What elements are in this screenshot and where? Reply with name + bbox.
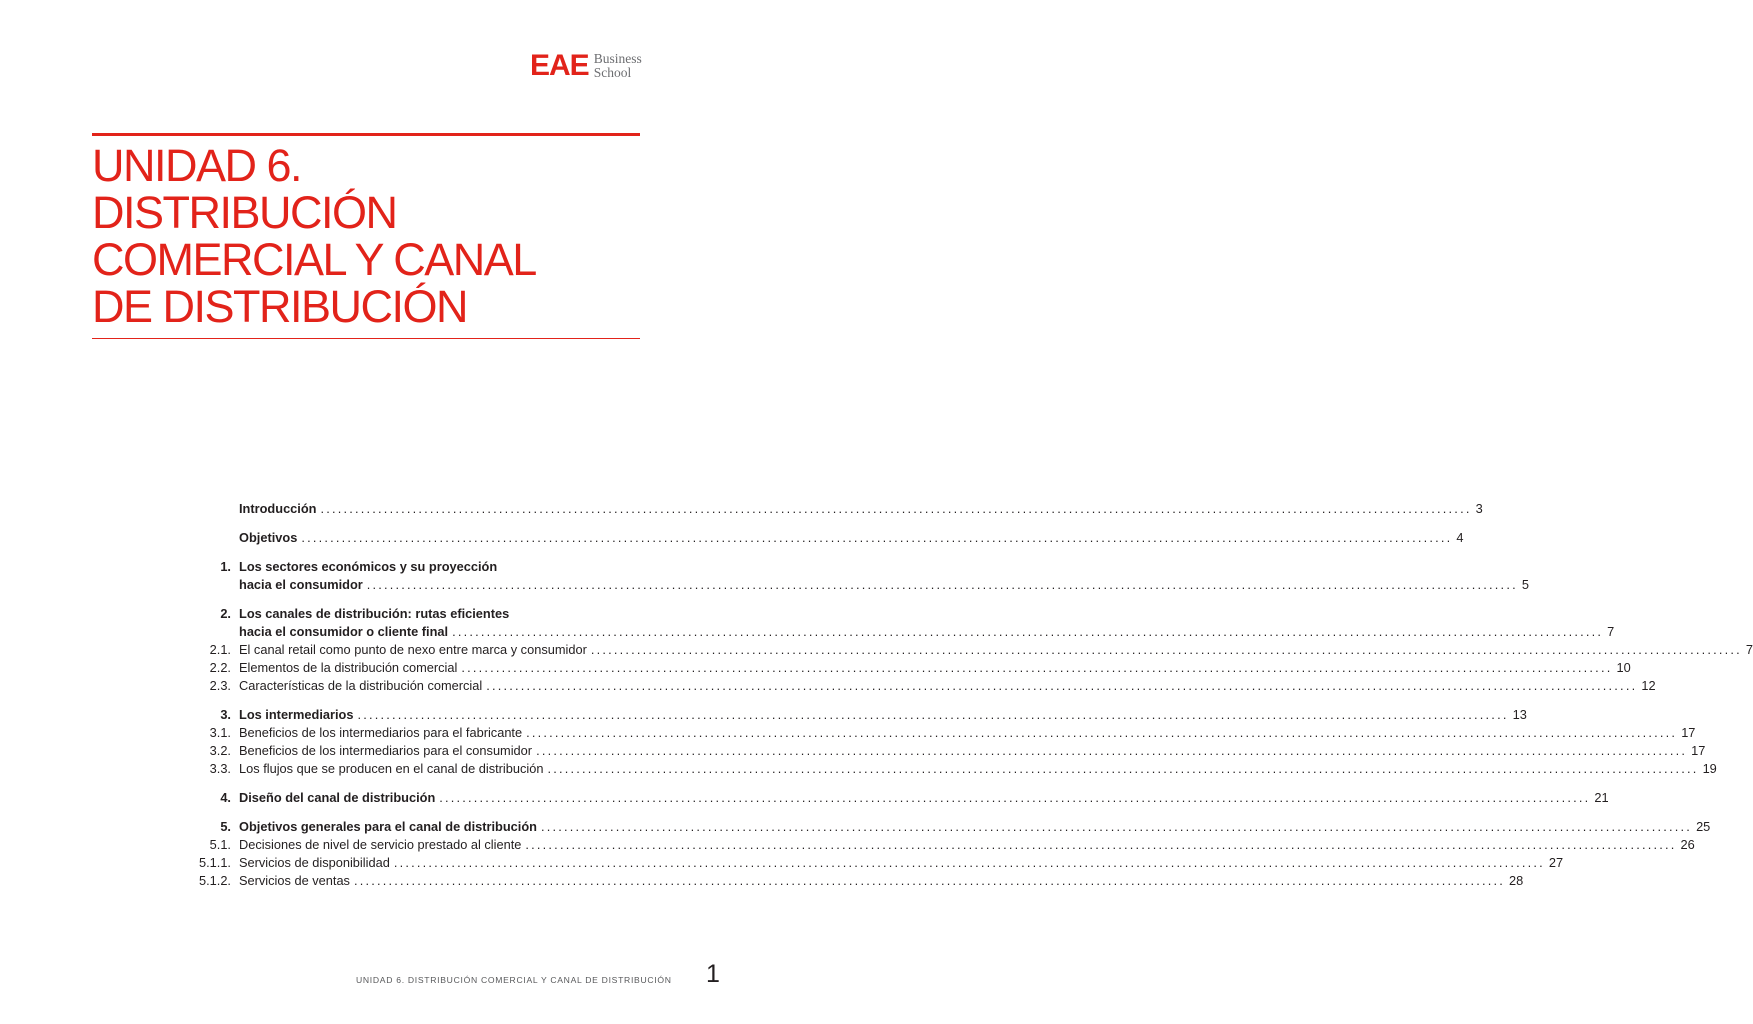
toc-entry[interactable] bbox=[0, 724, 1696, 742]
toc-entry-line bbox=[239, 558, 637, 576]
toc-dot-leader: ........................................................................................................................................................................................................ bbox=[547, 761, 1699, 776]
toc-entry-page: 19 bbox=[1702, 761, 1717, 776]
toc-entry[interactable] bbox=[0, 500, 1483, 518]
toc-entry[interactable] bbox=[0, 605, 768, 623]
toc-entry-number: 5.1.1. bbox=[198, 855, 231, 870]
toc-entry-number: 1. bbox=[220, 559, 231, 574]
toc-dot-leader: ........................................................................................................................................................................................................ bbox=[486, 678, 1638, 693]
toc-dot-leader: ........................................................................................................................................................................................................ bbox=[590, 642, 1742, 657]
toc-entry-label: Servicios de ventas bbox=[239, 873, 350, 888]
logo-line-1: Business bbox=[593, 51, 642, 66]
toc-entry-page: 27 bbox=[1548, 855, 1564, 870]
toc-dot-leader: ........................................................................................................................................................................................................ bbox=[357, 707, 1509, 722]
toc-entry-line bbox=[239, 500, 1483, 518]
toc-entry[interactable] bbox=[0, 706, 1527, 724]
toc-entry-page: 3 bbox=[1475, 501, 1483, 516]
table-of-contents bbox=[0, 500, 1753, 901]
toc-dot-leader: ........................................................................................................................................................................................................ bbox=[536, 743, 1688, 758]
toc-dot-leader: ........................................................................................................................................................................................................ bbox=[461, 660, 1613, 675]
title-top-rule bbox=[92, 133, 640, 136]
toc-dot-leader: ........................................................................................................................................................................................................ bbox=[439, 790, 1591, 805]
logo-text bbox=[594, 52, 642, 80]
toc-entry[interactable] bbox=[0, 558, 768, 576]
toc-entry[interactable] bbox=[0, 760, 1717, 778]
toc-entry-label: Diseño del canal de distribución bbox=[239, 790, 436, 805]
toc-entry-number: 5.1.2. bbox=[198, 873, 231, 888]
toc-entry-label: Los intermediarios bbox=[239, 707, 354, 722]
toc-entry-label: Los flujos que se producen en el canal de distribución bbox=[239, 761, 544, 776]
toc-entry-line bbox=[239, 659, 1631, 677]
toc-entry-page: 26 bbox=[1680, 837, 1695, 852]
toc-entry-number: 5.1. bbox=[209, 837, 231, 852]
toc-entry-number: 2.2. bbox=[209, 660, 231, 675]
toc-entry-page: 17 bbox=[1681, 725, 1696, 740]
page-title bbox=[92, 142, 652, 330]
title-line: UNIDAD 6. bbox=[92, 140, 302, 191]
title-line: COMERCIAL Y CANAL bbox=[92, 234, 536, 285]
title-line: DISTRIBUCIÓN bbox=[92, 187, 397, 238]
toc-entry[interactable] bbox=[0, 836, 1695, 854]
toc-dot-leader: ........................................................................................................................................................................................................ bbox=[525, 837, 1677, 852]
toc-entry-line bbox=[239, 872, 1524, 890]
toc-entry-line bbox=[239, 789, 1609, 807]
toc-entry[interactable] bbox=[0, 872, 1524, 890]
toc-entry-line bbox=[239, 605, 637, 623]
toc-dot-leader: ........................................................................................................................................................................................................ bbox=[320, 501, 1472, 516]
toc-entry-label: Características de la distribución comercial bbox=[239, 678, 483, 693]
title-line: DE DISTRIBUCIÓN bbox=[92, 281, 468, 332]
toc-entry-line bbox=[239, 529, 1464, 547]
toc-entry-page: 17 bbox=[1691, 743, 1706, 758]
toc-entry-number: 2.3. bbox=[209, 678, 231, 693]
toc-section bbox=[0, 818, 1711, 890]
toc-entry-label: Servicios de disponibilidad bbox=[239, 855, 390, 870]
toc-entry[interactable] bbox=[0, 789, 1609, 807]
logo-line-2: School bbox=[593, 65, 632, 80]
toc-entry-label: Los canales de distribución: rutas eficientes bbox=[239, 606, 510, 621]
eae-logo bbox=[530, 51, 642, 81]
toc-entry-label: El canal retail como punto de nexo entre marca y consumidor bbox=[239, 642, 587, 657]
toc-entry-number: 3.2. bbox=[209, 743, 231, 758]
toc-entry-line bbox=[239, 677, 1656, 695]
toc-entry[interactable] bbox=[0, 818, 1711, 836]
toc-entry[interactable] bbox=[0, 742, 1706, 760]
toc-entry-label: Los sectores económicos y su proyección bbox=[239, 559, 498, 574]
title-bottom-rule bbox=[92, 338, 640, 339]
toc-entry-page: 5 bbox=[1521, 577, 1529, 592]
toc-entry[interactable] bbox=[0, 659, 1631, 677]
toc-entry-line bbox=[239, 760, 1717, 778]
toc-entry[interactable] bbox=[0, 641, 1753, 659]
toc-entry-label: Beneficios de los intermediarios para el consumidor bbox=[239, 743, 533, 758]
toc-entry-line bbox=[239, 623, 1615, 641]
toc-section bbox=[0, 605, 1753, 695]
logo-mark: EAE bbox=[530, 49, 589, 82]
page-number: 1 bbox=[706, 960, 720, 988]
toc-entry-number: 5. bbox=[220, 819, 231, 834]
toc-dot-leader: ........................................................................................................................................................................................................ bbox=[301, 530, 1453, 545]
toc-section bbox=[0, 500, 1483, 518]
toc-entry-label: Introducción bbox=[239, 501, 317, 516]
toc-entry-page: 12 bbox=[1641, 678, 1656, 693]
toc-entry-page: 7 bbox=[1607, 624, 1615, 639]
toc-entry-label: Elementos de la distribución comercial bbox=[239, 660, 458, 675]
toc-entry-line bbox=[239, 576, 1529, 594]
toc-dot-leader: ........................................................................................................................................................................................................ bbox=[353, 873, 1506, 888]
toc-entry-line bbox=[239, 724, 1696, 742]
toc-dot-leader: ........................................................................................................................................................................................................ bbox=[366, 577, 1518, 592]
toc-dot-leader: ........................................................................................................................................................................................................ bbox=[452, 624, 1604, 639]
toc-entry-label: Objetivos generales para el canal de distribución bbox=[239, 819, 537, 834]
toc-section bbox=[0, 706, 1717, 778]
toc-entry-line bbox=[239, 706, 1527, 724]
toc-entry-number: 3.1. bbox=[209, 725, 231, 740]
toc-entry-line bbox=[239, 836, 1695, 854]
toc-section bbox=[0, 558, 1529, 594]
toc-dot-leader: ........................................................................................................................................................................................................ bbox=[393, 855, 1545, 870]
toc-entry-page: 25 bbox=[1696, 819, 1711, 834]
toc-section bbox=[0, 789, 1609, 807]
toc-entry-page: 28 bbox=[1509, 873, 1524, 888]
toc-entry[interactable] bbox=[0, 677, 1656, 695]
toc-entry-page: 10 bbox=[1616, 660, 1631, 675]
toc-entry-page: 4 bbox=[1456, 530, 1464, 545]
toc-entry-label: Beneficios de los intermediarios para el fabricante bbox=[239, 725, 523, 740]
toc-entry-number: 2.1. bbox=[209, 642, 231, 657]
running-footer: UNIDAD 6. DISTRIBUCIÓN COMERCIAL Y CANAL DE DISTRIBUCIÓN bbox=[356, 975, 672, 985]
toc-entry-line bbox=[239, 818, 1711, 836]
toc-entry-label: Decisiones de nivel de servicio prestado al cliente bbox=[239, 837, 522, 852]
toc-entry[interactable] bbox=[0, 623, 1615, 641]
toc-section bbox=[0, 529, 1464, 547]
toc-entry-page: 21 bbox=[1594, 790, 1609, 805]
toc-entry-label: Objetivos bbox=[239, 530, 298, 545]
toc-entry-line bbox=[239, 641, 1753, 659]
toc-entry-label: hacia el consumidor bbox=[239, 577, 363, 592]
toc-entry-number: 4. bbox=[220, 790, 231, 805]
toc-entry-page: 7 bbox=[1745, 642, 1753, 657]
toc-entry-line bbox=[239, 742, 1706, 760]
toc-entry-line bbox=[239, 854, 1564, 872]
toc-entry[interactable] bbox=[0, 529, 1464, 547]
toc-dot-leader: ........................................................................................................................................................................................................ bbox=[526, 725, 1678, 740]
toc-entry-number: 3. bbox=[220, 707, 231, 722]
toc-entry-page: 13 bbox=[1512, 707, 1527, 722]
toc-entry[interactable] bbox=[0, 576, 1529, 594]
toc-entry-number: 3.3. bbox=[209, 761, 231, 776]
toc-entry-number: 2. bbox=[220, 606, 231, 621]
toc-entry-label: hacia el consumidor o cliente final bbox=[239, 624, 449, 639]
toc-entry[interactable] bbox=[0, 854, 1564, 872]
toc-dot-leader: ........................................................................................................................................................................................................ bbox=[540, 819, 1693, 834]
